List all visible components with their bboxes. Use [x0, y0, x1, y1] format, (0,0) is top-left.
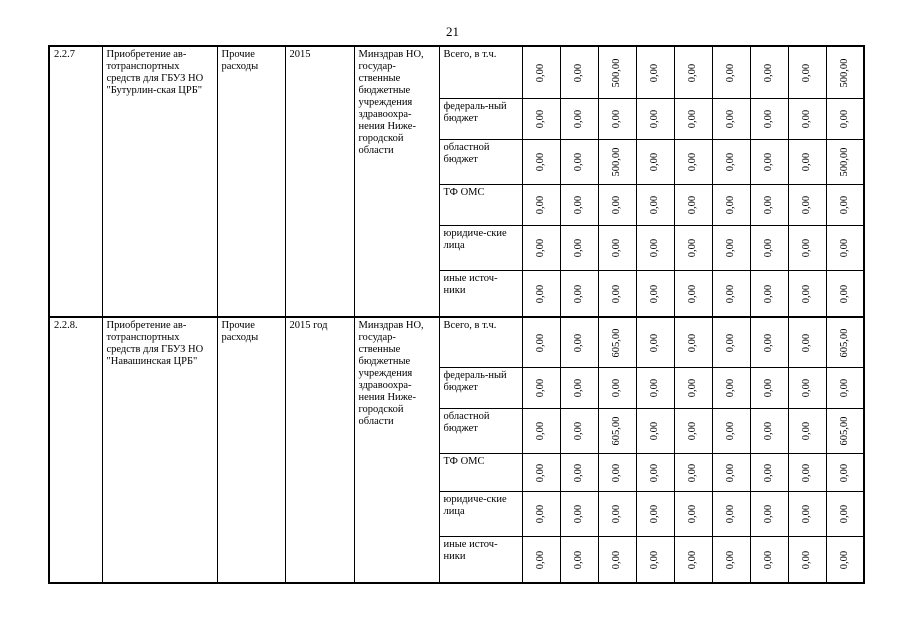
- value-cell: [826, 492, 864, 537]
- value-cell: [598, 317, 636, 368]
- value-text: 0,00: [687, 504, 698, 524]
- value-cell: [674, 492, 712, 537]
- value-cell: [598, 46, 636, 99]
- funding-source: юридиче-ские лица: [439, 226, 522, 271]
- value-text: 0,00: [535, 421, 546, 441]
- value-cell: [598, 271, 636, 318]
- value-text: 0,00: [725, 284, 736, 303]
- value-text: 0,00: [573, 421, 584, 441]
- value-cell: [712, 99, 750, 140]
- value-cell: [750, 454, 788, 492]
- value-text: 0,00: [838, 109, 850, 129]
- value-cell: [598, 185, 636, 226]
- value-text: 0,00: [725, 63, 736, 82]
- item-name: Приобретение ав-тотранспортных средств для ГБУЗ НО "Бутурлин-ская ЦРБ": [102, 46, 217, 317]
- value-cell: [522, 140, 560, 185]
- value-cell: [750, 317, 788, 368]
- value-text: 0,00: [838, 238, 850, 258]
- value-text: 0,00: [801, 284, 812, 303]
- value-text: 0,00: [687, 238, 698, 258]
- item-year: 2015 год: [285, 317, 354, 583]
- value-cell: [522, 492, 560, 537]
- value-text: 500,00: [838, 58, 850, 87]
- value-cell: [826, 317, 864, 368]
- value-text: 0,00: [801, 152, 812, 172]
- value-text: 605,00: [611, 416, 622, 446]
- value-cell: [826, 46, 864, 99]
- value-cell: [712, 317, 750, 368]
- value-text: 0,00: [801, 63, 812, 82]
- item-year: 2015: [285, 46, 354, 317]
- funding-source: федераль-ный бюджет: [439, 99, 522, 140]
- value-text: 0,00: [535, 550, 546, 569]
- item-executor: Минздрав НО, государ-ственные бюджетные учреждения здравоохра-нения Ниже-городской области: [354, 46, 439, 317]
- value-cell: [560, 317, 598, 368]
- value-text: 0,00: [687, 152, 698, 172]
- value-text: 0,00: [838, 284, 850, 303]
- value-text: 0,00: [649, 550, 660, 569]
- value-cell: [674, 317, 712, 368]
- value-text: 0,00: [649, 333, 660, 352]
- value-cell: [750, 492, 788, 537]
- value-cell: [560, 140, 598, 185]
- value-cell: [712, 368, 750, 409]
- value-cell: [750, 226, 788, 271]
- value-text: 0,00: [611, 238, 622, 258]
- value-text: 0,00: [801, 463, 812, 482]
- value-text: 0,00: [725, 378, 736, 398]
- value-cell: [712, 46, 750, 99]
- value-text: 0,00: [649, 378, 660, 398]
- value-cell: [712, 140, 750, 185]
- value-text: 0,00: [535, 109, 546, 129]
- value-text: 0,00: [687, 550, 698, 569]
- value-cell: [636, 409, 674, 454]
- value-text: 0,00: [535, 63, 546, 82]
- value-text: 0,00: [725, 504, 736, 524]
- value-text: 0,00: [573, 550, 584, 569]
- value-text: 0,00: [611, 195, 622, 215]
- value-cell: [788, 185, 826, 226]
- value-text: 0,00: [573, 378, 584, 398]
- value-text: 0,00: [763, 152, 774, 172]
- value-cell: [826, 271, 864, 318]
- value-text: 0,00: [649, 463, 660, 482]
- value-text: 0,00: [801, 378, 812, 398]
- value-text: 0,00: [725, 238, 736, 258]
- value-text: 0,00: [838, 195, 850, 215]
- value-cell: [636, 492, 674, 537]
- value-text: 0,00: [535, 238, 546, 258]
- value-text: 0,00: [687, 421, 698, 441]
- value-cell: [712, 492, 750, 537]
- funding-source: Всего, в т.ч.: [439, 46, 522, 99]
- value-cell: [522, 226, 560, 271]
- value-cell: [788, 409, 826, 454]
- value-cell: [598, 492, 636, 537]
- value-text: 0,00: [687, 463, 698, 482]
- item-name: Приобретение ав-тотранспортных средств для ГБУЗ НО "Навашинская ЦРБ": [102, 317, 217, 583]
- value-text: 0,00: [763, 463, 774, 482]
- value-cell: [826, 185, 864, 226]
- value-text: 0,00: [535, 195, 546, 215]
- value-text: 0,00: [801, 238, 812, 258]
- value-cell: [560, 409, 598, 454]
- value-text: 0,00: [687, 109, 698, 129]
- value-cell: [750, 185, 788, 226]
- value-cell: [750, 271, 788, 318]
- value-cell: [560, 492, 598, 537]
- funding-source: областной бюджет: [439, 140, 522, 185]
- value-cell: [826, 368, 864, 409]
- value-text: 0,00: [573, 63, 584, 82]
- value-cell: [636, 226, 674, 271]
- value-cell: [560, 454, 598, 492]
- value-cell: [598, 409, 636, 454]
- value-cell: [674, 140, 712, 185]
- value-text: 500,00: [838, 147, 850, 177]
- value-cell: [522, 454, 560, 492]
- value-cell: [522, 537, 560, 584]
- value-text: 0,00: [763, 63, 774, 82]
- value-cell: [788, 537, 826, 584]
- value-cell: [788, 492, 826, 537]
- value-cell: [636, 99, 674, 140]
- value-text: 0,00: [649, 63, 660, 82]
- value-cell: [674, 537, 712, 584]
- value-cell: [598, 537, 636, 584]
- value-cell: [826, 409, 864, 454]
- value-cell: [636, 185, 674, 226]
- value-text: 0,00: [763, 550, 774, 569]
- budget-table: [48, 45, 865, 584]
- value-cell: [826, 537, 864, 584]
- value-cell: [560, 368, 598, 409]
- value-cell: [750, 368, 788, 409]
- value-cell: [560, 271, 598, 318]
- value-cell: [788, 46, 826, 99]
- value-text: 0,00: [801, 109, 812, 129]
- funding-source: ТФ ОМС: [439, 185, 522, 226]
- value-text: 0,00: [763, 238, 774, 258]
- funding-source: иные источ-ники: [439, 537, 522, 584]
- value-text: 0,00: [687, 333, 698, 352]
- value-text: 0,00: [611, 284, 622, 303]
- value-text: 0,00: [573, 238, 584, 258]
- value-text: 0,00: [763, 109, 774, 129]
- value-cell: [750, 46, 788, 99]
- value-text: 0,00: [649, 421, 660, 441]
- value-cell: [560, 46, 598, 99]
- value-text: 0,00: [611, 378, 622, 398]
- value-text: 0,00: [573, 109, 584, 129]
- value-text: 0,00: [535, 378, 546, 398]
- value-cell: [598, 226, 636, 271]
- value-cell: [712, 271, 750, 318]
- value-text: 0,00: [573, 333, 584, 352]
- value-cell: [750, 409, 788, 454]
- value-cell: [826, 454, 864, 492]
- value-text: 0,00: [838, 378, 850, 398]
- value-text: 0,00: [801, 333, 812, 352]
- funding-source: Всего, в т.ч.: [439, 317, 522, 368]
- value-text: 0,00: [763, 378, 774, 398]
- value-cell: [712, 185, 750, 226]
- value-text: 500,00: [611, 58, 622, 87]
- value-text: 0,00: [573, 463, 584, 482]
- value-cell: [674, 271, 712, 318]
- value-text: 0,00: [573, 152, 584, 172]
- value-cell: [522, 317, 560, 368]
- value-text: 0,00: [611, 109, 622, 129]
- value-cell: [522, 409, 560, 454]
- value-text: 0,00: [611, 504, 622, 524]
- value-text: 0,00: [763, 195, 774, 215]
- value-text: 0,00: [687, 284, 698, 303]
- value-text: 0,00: [725, 463, 736, 482]
- value-text: 0,00: [838, 504, 850, 524]
- value-cell: [826, 140, 864, 185]
- value-text: 0,00: [535, 463, 546, 482]
- value-cell: [788, 368, 826, 409]
- value-text: 0,00: [801, 421, 812, 441]
- value-text: 0,00: [801, 550, 812, 569]
- value-text: 0,00: [535, 333, 546, 352]
- value-cell: [788, 271, 826, 318]
- value-text: 0,00: [573, 504, 584, 524]
- funding-source: федераль-ный бюджет: [439, 368, 522, 409]
- value-text: 0,00: [687, 63, 698, 82]
- value-cell: [522, 185, 560, 226]
- value-cell: [560, 226, 598, 271]
- value-text: 0,00: [725, 333, 736, 352]
- value-text: 0,00: [763, 504, 774, 524]
- value-cell: [522, 368, 560, 409]
- value-text: 0,00: [801, 504, 812, 524]
- value-text: 0,00: [725, 421, 736, 441]
- value-cell: [598, 99, 636, 140]
- expense-type: Прочие расходы: [217, 46, 285, 317]
- value-cell: [674, 185, 712, 226]
- value-cell: [826, 226, 864, 271]
- value-text: 0,00: [649, 504, 660, 524]
- value-cell: [674, 46, 712, 99]
- value-text: 0,00: [611, 463, 622, 482]
- table-row: [49, 46, 864, 99]
- value-cell: [750, 140, 788, 185]
- value-cell: [788, 99, 826, 140]
- value-text: 0,00: [763, 421, 774, 441]
- value-text: 0,00: [649, 195, 660, 215]
- value-text: 0,00: [838, 550, 850, 569]
- value-cell: [788, 226, 826, 271]
- value-cell: [674, 99, 712, 140]
- value-cell: [598, 454, 636, 492]
- table-row: [49, 317, 864, 368]
- value-text: 0,00: [535, 284, 546, 303]
- value-cell: [674, 226, 712, 271]
- value-cell: [712, 537, 750, 584]
- value-cell: [598, 368, 636, 409]
- value-text: 0,00: [725, 195, 736, 215]
- value-cell: [560, 185, 598, 226]
- value-cell: [636, 368, 674, 409]
- value-cell: [788, 140, 826, 185]
- value-cell: [560, 537, 598, 584]
- value-text: 0,00: [611, 550, 622, 569]
- value-text: 0,00: [763, 284, 774, 303]
- value-cell: [522, 46, 560, 99]
- value-cell: [636, 454, 674, 492]
- value-cell: [750, 99, 788, 140]
- value-cell: [712, 454, 750, 492]
- value-cell: [636, 537, 674, 584]
- value-text: 0,00: [687, 195, 698, 215]
- value-text: 0,00: [573, 195, 584, 215]
- value-text: 605,00: [838, 328, 850, 357]
- funding-source: областной бюджет: [439, 409, 522, 454]
- value-cell: [826, 99, 864, 140]
- value-cell: [712, 409, 750, 454]
- value-cell: [636, 271, 674, 318]
- value-cell: [788, 454, 826, 492]
- value-text: 0,00: [649, 238, 660, 258]
- value-text: 0,00: [535, 504, 546, 524]
- value-cell: [598, 140, 636, 185]
- funding-source: иные источ-ники: [439, 271, 522, 318]
- value-cell: [750, 537, 788, 584]
- value-text: 0,00: [725, 152, 736, 172]
- item-code: 2.2.7: [49, 46, 102, 317]
- value-text: 0,00: [649, 284, 660, 303]
- value-cell: [636, 140, 674, 185]
- funding-source: юридиче-ские лица: [439, 492, 522, 537]
- value-text: 0,00: [535, 152, 546, 172]
- value-text: 0,00: [801, 195, 812, 215]
- expense-type: Прочие расходы: [217, 317, 285, 583]
- value-cell: [522, 99, 560, 140]
- value-text: 0,00: [725, 550, 736, 569]
- funding-source: ТФ ОМС: [439, 454, 522, 492]
- value-cell: [522, 271, 560, 318]
- value-text: 0,00: [649, 152, 660, 172]
- value-cell: [788, 317, 826, 368]
- page-number: 21: [446, 24, 459, 39]
- value-cell: [674, 409, 712, 454]
- value-text: 0,00: [838, 463, 850, 482]
- value-text: 0,00: [649, 109, 660, 129]
- value-text: 0,00: [573, 284, 584, 303]
- value-text: 0,00: [687, 378, 698, 398]
- item-code: 2.2.8.: [49, 317, 102, 583]
- value-text: 0,00: [725, 109, 736, 129]
- value-cell: [712, 226, 750, 271]
- value-text: 0,00: [763, 333, 774, 352]
- item-executor: Минздрав НО, государ-ственные бюджетные учреждения здравоохра-нения Ниже-городской области: [354, 317, 439, 583]
- value-text: 605,00: [611, 328, 622, 357]
- value-cell: [636, 317, 674, 368]
- value-text: 500,00: [611, 147, 622, 177]
- value-cell: [674, 368, 712, 409]
- value-cell: [560, 99, 598, 140]
- value-cell: [674, 454, 712, 492]
- value-text: 605,00: [838, 416, 850, 446]
- value-cell: [636, 46, 674, 99]
